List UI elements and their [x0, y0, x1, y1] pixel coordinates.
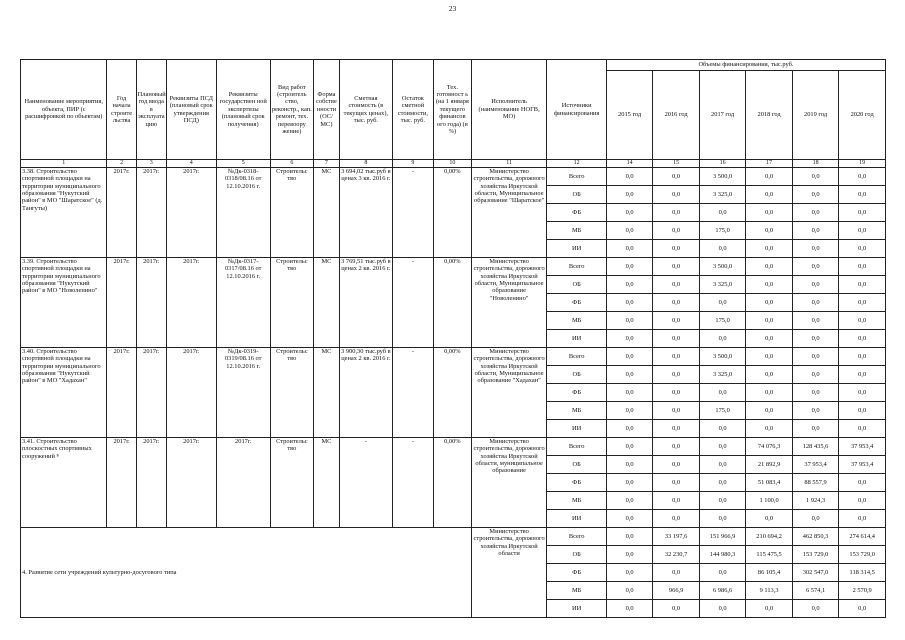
- value-cell: 0,0: [746, 258, 792, 276]
- value-cell: 0,0: [839, 240, 886, 258]
- value-cell: 462 850,3: [792, 528, 838, 546]
- value-cell: 0,0: [839, 276, 886, 294]
- value-cell: 0,0: [653, 186, 699, 204]
- project-work-type: Строительс тво: [270, 258, 313, 348]
- header-readiness: Тех. готовност ь (на 1 января текущего финансов ого года) (в %): [433, 60, 471, 160]
- value-cell: 0,0: [699, 384, 745, 402]
- value-cell: 274 614,4: [839, 528, 886, 546]
- value-cell: 0,0: [606, 474, 652, 492]
- value-cell: 0,0: [606, 204, 652, 222]
- column-number: 4: [166, 160, 216, 168]
- source-cell: МБ: [547, 582, 606, 600]
- project-ownership: МС: [313, 348, 339, 438]
- header-sources: Источники финансирования: [547, 60, 606, 160]
- value-cell: 0,0: [792, 204, 838, 222]
- source-cell: МБ: [547, 222, 606, 240]
- value-cell: 0,0: [606, 438, 652, 456]
- value-cell: 0,0: [792, 222, 838, 240]
- value-cell: 0,0: [839, 402, 886, 420]
- project-work-type: Строительс тво: [270, 348, 313, 438]
- value-cell: 3 325,0: [699, 186, 745, 204]
- column-number: 6: [270, 160, 313, 168]
- project-psd: 2017г.: [166, 168, 216, 258]
- source-cell: ФБ: [547, 474, 606, 492]
- project-psd: 2017г.: [166, 258, 216, 348]
- value-cell: 0,0: [792, 384, 838, 402]
- value-cell: 0,0: [653, 294, 699, 312]
- value-cell: 0,0: [653, 402, 699, 420]
- value-cell: 0,0: [792, 510, 838, 528]
- project-remainder: -: [392, 258, 433, 348]
- column-number: 14: [606, 160, 652, 168]
- value-cell: 0,0: [746, 168, 792, 186]
- project-cost: 3 694,02 тыс.руб в ценах 3 кв. 2016 г.: [339, 168, 392, 258]
- value-cell: 0,0: [699, 492, 745, 510]
- value-cell: 0,0: [606, 510, 652, 528]
- source-cell: МБ: [547, 402, 606, 420]
- value-cell: 0,0: [699, 564, 745, 582]
- value-cell: 0,0: [606, 258, 652, 276]
- value-cell: 0,0: [839, 258, 886, 276]
- value-cell: 210 694,2: [746, 528, 792, 546]
- project-cost: -: [339, 438, 392, 528]
- project-expertise: №Дк-0319-0319/08.16 от 12.10.2016 г.: [216, 348, 270, 438]
- source-cell: ИИ: [547, 240, 606, 258]
- value-cell: 0,0: [606, 528, 652, 546]
- header-remainder: Остаток сметной стоимости, тыс. руб.: [392, 60, 433, 160]
- header-year: 2016 год: [653, 71, 699, 160]
- value-cell: 0,0: [606, 420, 652, 438]
- value-cell: 0,0: [606, 366, 652, 384]
- value-cell: 302 547,0: [792, 564, 838, 582]
- value-cell: 0,0: [746, 186, 792, 204]
- value-cell: 0,0: [792, 240, 838, 258]
- value-cell: 0,0: [839, 474, 886, 492]
- project-expertise: 2017г.: [216, 438, 270, 528]
- value-cell: 0,0: [699, 240, 745, 258]
- column-number: 7: [313, 160, 339, 168]
- column-number: 15: [653, 160, 699, 168]
- value-cell: 1 100,0: [746, 492, 792, 510]
- header-executor: Исполнитель (наименование НОГВ, МО): [471, 60, 547, 160]
- project-plan-year: 2017г.: [136, 438, 166, 528]
- project-executor: Министерство строительства, дорожного хозяйства Иркутской области, Муниципальное образование "Шаратское": [471, 168, 547, 258]
- value-cell: 0,0: [699, 474, 745, 492]
- project-plan-year: 2017г.: [136, 168, 166, 258]
- value-cell: 0,0: [699, 456, 745, 474]
- table-row: [21, 438, 886, 456]
- value-cell: 0,0: [839, 186, 886, 204]
- source-cell: ИИ: [547, 600, 606, 618]
- value-cell: 0,0: [606, 492, 652, 510]
- header-year-start: Год начала строите льства: [107, 60, 136, 160]
- value-cell: 3 500,0: [699, 258, 745, 276]
- project-name: 3.39. Строительство спортивной площадки на территории муниципального образования "Нукутский район" в МО "Новоленино": [21, 258, 107, 348]
- value-cell: 21 892,9: [746, 456, 792, 474]
- source-cell: ФБ: [547, 294, 606, 312]
- value-cell: 0,0: [699, 510, 745, 528]
- value-cell: 0,0: [653, 510, 699, 528]
- value-cell: 37 953,4: [839, 438, 886, 456]
- value-cell: 0,0: [653, 492, 699, 510]
- value-cell: 0,0: [653, 600, 699, 618]
- value-cell: 0,0: [699, 600, 745, 618]
- value-cell: 0,0: [606, 384, 652, 402]
- value-cell: 0,0: [746, 240, 792, 258]
- column-number: 12: [547, 160, 606, 168]
- source-cell: ИИ: [547, 330, 606, 348]
- value-cell: 0,0: [699, 294, 745, 312]
- value-cell: 0,0: [653, 222, 699, 240]
- header-year: 2018 год: [746, 71, 792, 160]
- value-cell: 0,0: [699, 420, 745, 438]
- value-cell: 0,0: [653, 240, 699, 258]
- header-work-type: Вид работ (строитель ство, реконстр., кап. ремонт, тех. перевоору жение): [270, 60, 313, 160]
- column-numbers-row: [21, 160, 886, 168]
- column-number: 19: [839, 160, 886, 168]
- value-cell: 37 953,4: [792, 456, 838, 474]
- value-cell: 88 557,9: [792, 474, 838, 492]
- value-cell: 128 435,6: [792, 438, 838, 456]
- value-cell: 0,0: [653, 312, 699, 330]
- value-cell: 0,0: [746, 348, 792, 366]
- value-cell: 0,0: [792, 402, 838, 420]
- header-psd: Реквизиты ПСД (плановый срок утверждения ПСД): [166, 60, 216, 160]
- value-cell: 118 314,5: [839, 564, 886, 582]
- section-4-name: 4. Развитие сети учреждений культурно-досугового типа: [21, 528, 472, 618]
- source-cell: ОБ: [547, 546, 606, 564]
- value-cell: 0,0: [746, 420, 792, 438]
- value-cell: 32 230,7: [653, 546, 699, 564]
- value-cell: 0,0: [792, 294, 838, 312]
- value-cell: 0,0: [606, 330, 652, 348]
- header-plan-year: Плановый год ввода в эксплуата цию: [136, 60, 166, 160]
- value-cell: 0,0: [653, 420, 699, 438]
- source-cell: Всего: [547, 348, 606, 366]
- financing-table: [20, 59, 886, 618]
- project-work-type: Строительс тво: [270, 438, 313, 528]
- column-number: 16: [699, 160, 745, 168]
- project-executor: Министерство строительства, дорожного хозяйства Иркутской области, муниципальное образование: [471, 438, 547, 528]
- source-cell: МБ: [547, 312, 606, 330]
- value-cell: 0,0: [699, 330, 745, 348]
- project-name: 3.41. Строительство плоскостных спортивных сооружений ⁸: [21, 438, 107, 528]
- value-cell: 51 083,4: [746, 474, 792, 492]
- value-cell: 0,0: [746, 276, 792, 294]
- source-cell: ФБ: [547, 384, 606, 402]
- column-number: 18: [792, 160, 838, 168]
- section-4-executor: Министерство строительства, дорожного хозяйства Иркутской области: [471, 528, 547, 618]
- header-year: 2015 год: [606, 71, 652, 160]
- project-psd: 2017г.: [166, 438, 216, 528]
- table-row: [21, 528, 886, 546]
- project-year-start: 2017г.: [107, 438, 136, 528]
- value-cell: 0,0: [653, 276, 699, 294]
- project-year-start: 2017г.: [107, 168, 136, 258]
- header-ownership: Форма собстве нности (ОС/МС): [313, 60, 339, 160]
- value-cell: 0,0: [839, 366, 886, 384]
- table-row: [21, 258, 886, 276]
- source-cell: Всего: [547, 168, 606, 186]
- value-cell: 0,0: [839, 420, 886, 438]
- header-year: 2020 год: [839, 71, 886, 160]
- project-readiness: 0,00%: [433, 348, 471, 438]
- source-cell: ОБ: [547, 276, 606, 294]
- value-cell: 6 986,6: [699, 582, 745, 600]
- value-cell: 3 325,0: [699, 366, 745, 384]
- column-number: 11: [471, 160, 547, 168]
- table-row: [21, 168, 886, 186]
- value-cell: 0,0: [653, 258, 699, 276]
- header-year: 2017 год: [699, 71, 745, 160]
- project-plan-year: 2017г.: [136, 348, 166, 438]
- value-cell: 0,0: [606, 564, 652, 582]
- project-executor: Министерство строительства, дорожного хозяйства Иркутской области, Муниципальное образование "Новоленино": [471, 258, 547, 348]
- value-cell: 0,0: [606, 600, 652, 618]
- column-number: 17: [746, 160, 792, 168]
- value-cell: 115 475,5: [746, 546, 792, 564]
- value-cell: 0,0: [653, 474, 699, 492]
- value-cell: 37 953,4: [839, 456, 886, 474]
- value-cell: 0,0: [746, 204, 792, 222]
- value-cell: 0,0: [653, 168, 699, 186]
- project-work-type: Строительс тво: [270, 168, 313, 258]
- project-remainder: -: [392, 438, 433, 528]
- value-cell: 0,0: [839, 168, 886, 186]
- project-cost: 3 900,30 тыс.руб в ценах 2 кв. 2016 г.: [339, 348, 392, 438]
- value-cell: 0,0: [839, 204, 886, 222]
- project-ownership: МС: [313, 168, 339, 258]
- source-cell: МБ: [547, 492, 606, 510]
- value-cell: 74 076,3: [746, 438, 792, 456]
- source-cell: ОБ: [547, 366, 606, 384]
- project-name: 3.38. Строительство спортивной площадки на территории муниципального образования "Нукутский район" в МО "Шаратское" (д. Тангуты): [21, 168, 107, 258]
- project-readiness: 0,00%: [433, 438, 471, 528]
- source-cell: Всего: [547, 528, 606, 546]
- source-cell: ОБ: [547, 456, 606, 474]
- value-cell: 0,0: [746, 366, 792, 384]
- value-cell: 0,0: [606, 402, 652, 420]
- value-cell: 3 325,0: [699, 276, 745, 294]
- value-cell: 175,0: [699, 402, 745, 420]
- value-cell: 0,0: [699, 204, 745, 222]
- value-cell: 0,0: [839, 384, 886, 402]
- value-cell: 0,0: [792, 258, 838, 276]
- source-cell: ФБ: [547, 204, 606, 222]
- table-row: [21, 348, 886, 366]
- value-cell: 0,0: [746, 384, 792, 402]
- value-cell: 0,0: [653, 330, 699, 348]
- column-number: 8: [339, 160, 392, 168]
- value-cell: 0,0: [653, 366, 699, 384]
- value-cell: 0,0: [606, 222, 652, 240]
- value-cell: 0,0: [746, 330, 792, 348]
- header-name: Наименование мероприятия, объекта, ПИР (с расшифровкой по объектам): [21, 60, 107, 160]
- header-expertise: Реквизиты государствен ной экспертизы (плановый срок получения): [216, 60, 270, 160]
- value-cell: 144 980,3: [699, 546, 745, 564]
- header-volumes: Объемы финансирования, тыс.руб.: [606, 60, 885, 71]
- value-cell: 153 729,0: [792, 546, 838, 564]
- value-cell: 0,0: [792, 312, 838, 330]
- value-cell: 0,0: [653, 564, 699, 582]
- value-cell: 0,0: [606, 240, 652, 258]
- value-cell: 0,0: [653, 438, 699, 456]
- value-cell: 0,0: [792, 186, 838, 204]
- value-cell: 0,0: [839, 600, 886, 618]
- column-number: 5: [216, 160, 270, 168]
- source-cell: Всего: [547, 438, 606, 456]
- value-cell: 175,0: [699, 312, 745, 330]
- value-cell: 3 500,0: [699, 348, 745, 366]
- value-cell: 0,0: [746, 294, 792, 312]
- value-cell: 9 113,3: [746, 582, 792, 600]
- value-cell: 3 500,0: [699, 168, 745, 186]
- value-cell: 0,0: [606, 276, 652, 294]
- project-readiness: 0,00%: [433, 168, 471, 258]
- value-cell: 86 105,4: [746, 564, 792, 582]
- project-year-start: 2017г.: [107, 258, 136, 348]
- value-cell: 0,0: [792, 600, 838, 618]
- value-cell: 0,0: [839, 294, 886, 312]
- value-cell: 0,0: [839, 330, 886, 348]
- value-cell: 0,0: [699, 438, 745, 456]
- project-ownership: МС: [313, 258, 339, 348]
- project-remainder: -: [392, 348, 433, 438]
- project-name: 3.40. Строительство спортивной площадки на территории муниципального образования "Нукутский район" в МО "Хадахан": [21, 348, 107, 438]
- project-year-start: 2017г.: [107, 348, 136, 438]
- value-cell: 0,0: [839, 312, 886, 330]
- value-cell: 0,0: [606, 168, 652, 186]
- project-expertise: №Дк-0318-0318/08.16 от 12.10.2016 г.: [216, 168, 270, 258]
- source-cell: ИИ: [547, 420, 606, 438]
- value-cell: 0,0: [746, 222, 792, 240]
- value-cell: 0,0: [792, 366, 838, 384]
- value-cell: 0,0: [839, 510, 886, 528]
- source-cell: ИИ: [547, 510, 606, 528]
- value-cell: 0,0: [839, 492, 886, 510]
- value-cell: 0,0: [792, 276, 838, 294]
- header-cost: Сметная стоимость (в текущих ценах), тыс. руб.: [339, 60, 392, 160]
- value-cell: 0,0: [606, 312, 652, 330]
- project-remainder: -: [392, 168, 433, 258]
- value-cell: 151 966,9: [699, 528, 745, 546]
- source-cell: Всего: [547, 258, 606, 276]
- value-cell: 0,0: [792, 168, 838, 186]
- value-cell: 0,0: [653, 384, 699, 402]
- value-cell: 0,0: [606, 186, 652, 204]
- project-psd: 2017г.: [166, 348, 216, 438]
- column-number: 10: [433, 160, 471, 168]
- value-cell: 0,0: [792, 330, 838, 348]
- column-number: 9: [392, 160, 433, 168]
- value-cell: 0,0: [606, 348, 652, 366]
- header-year: 2019 год: [792, 71, 838, 160]
- value-cell: 966,9: [653, 582, 699, 600]
- source-cell: ФБ: [547, 564, 606, 582]
- value-cell: 33 197,6: [653, 528, 699, 546]
- project-plan-year: 2017г.: [136, 258, 166, 348]
- value-cell: 0,0: [746, 600, 792, 618]
- value-cell: 0,0: [746, 402, 792, 420]
- project-readiness: 0,00%: [433, 258, 471, 348]
- value-cell: 0,0: [606, 582, 652, 600]
- column-number: 2: [107, 160, 136, 168]
- project-cost: 3 769,51 тыс.руб в ценах 2 кв. 2016 г.: [339, 258, 392, 348]
- source-cell: ОБ: [547, 186, 606, 204]
- column-number: 3: [136, 160, 166, 168]
- project-executor: Министерство строительства, дорожного хозяйства Иркутской области, Муниципальное образование "Хадахан": [471, 348, 547, 438]
- value-cell: 153 729,0: [839, 546, 886, 564]
- value-cell: 0,0: [653, 204, 699, 222]
- value-cell: 0,0: [839, 348, 886, 366]
- value-cell: 0,0: [653, 456, 699, 474]
- value-cell: 0,0: [792, 348, 838, 366]
- page-number: 23: [448, 4, 457, 13]
- value-cell: 0,0: [606, 546, 652, 564]
- value-cell: 0,0: [606, 456, 652, 474]
- value-cell: 0,0: [792, 420, 838, 438]
- value-cell: 175,0: [699, 222, 745, 240]
- column-number: 1: [21, 160, 107, 168]
- project-ownership: МС: [313, 438, 339, 528]
- value-cell: 0,0: [653, 348, 699, 366]
- value-cell: 1 924,3: [792, 492, 838, 510]
- project-expertise: №Дк-0317-0317/08.16 от 12.10.2016 г.: [216, 258, 270, 348]
- value-cell: 6 574,1: [792, 582, 838, 600]
- value-cell: 0,0: [606, 294, 652, 312]
- value-cell: 2 570,9: [839, 582, 886, 600]
- value-cell: 0,0: [746, 312, 792, 330]
- value-cell: 0,0: [839, 222, 886, 240]
- value-cell: 0,0: [746, 510, 792, 528]
